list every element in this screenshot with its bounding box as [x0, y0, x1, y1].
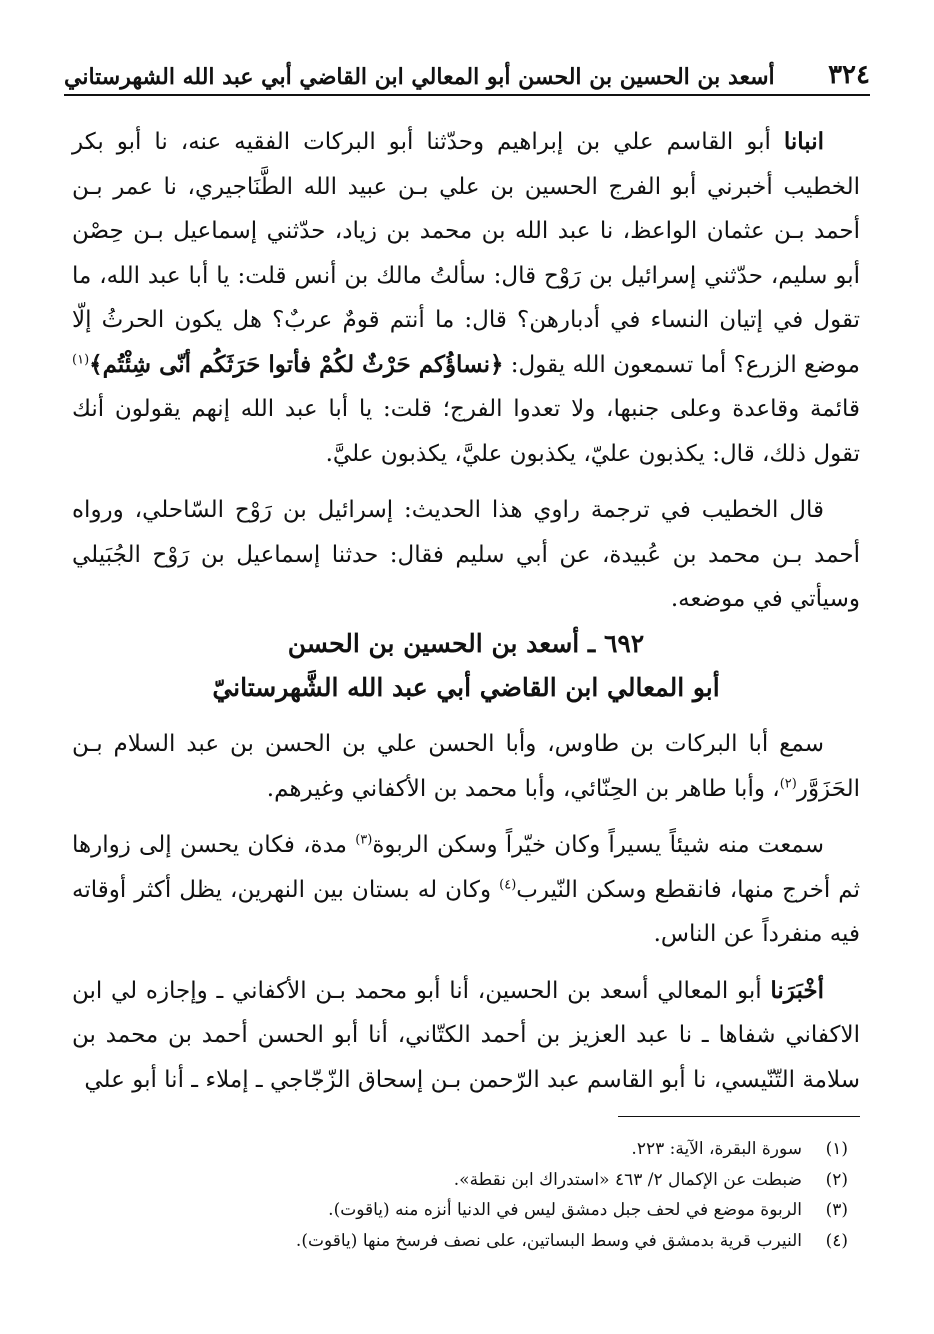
- text-block-bottom: [72, 722, 860, 1102]
- footnote-number: (٣): [825, 1200, 848, 1220]
- paragraph-text: أبو القاسم علي بن إبراهيم وحدّثنا أبو البركات الفقيه عنه، نا أبو بكر الخطيب أخبرني أبو الفرج الحسين بن علي بـن عبيد الله الطَّنَاجيري، نا عمر بـن أحمد بـن عثمان الواعظ، نا عبد الله بن محمد بن زياد، حدّثني إسماعيل بـن حِصْن أبو سليم، حدّثني إسرائيل بن رَوْح قال: سألتُ مالك بن أنس قلت: يا أبا عبد الله، ما تقول في إتيان النساء في أدبارهن؟ قال: ما أنتم قومٌ عربٌ؟ هل يكون الحرثُ إلّا موضع الزرع؟ أما تسمعون الله يقول:: [72, 129, 860, 378]
- footnote-4: [120, 1226, 848, 1257]
- running-header: [64, 58, 870, 96]
- paragraph-biography: [72, 823, 860, 957]
- entry-heading-line-2: أبو المعالي ابن القاضي أبي عبد الله الشَّهرستانيّ: [212, 673, 720, 702]
- paragraph-lead-word: أخْبَرَنا: [770, 976, 824, 1004]
- footnote-divider: [618, 1116, 860, 1117]
- paragraph-lead-word: انبانا: [783, 128, 824, 155]
- footnote-number: (٤): [825, 1230, 848, 1251]
- paragraph-hadith: [72, 120, 860, 476]
- paragraph-text: سمع أبا البركات بن طاوس، وأبا الحسن علي بن الحسن بن عبد السلام بـن الحَزَوَّر: [72, 731, 860, 802]
- entry-heading: [72, 622, 860, 710]
- paragraph-text: سمعت منه شيئاً يسيراً وكان خيّراً وسكن الربوة: [372, 832, 824, 858]
- footnote-3: [120, 1195, 848, 1226]
- footnote-ref-3: (٣): [355, 832, 373, 848]
- footnote-text: سورة البقرة، الآية: ٢٢٣.: [631, 1139, 802, 1159]
- text-block-top: [72, 120, 860, 622]
- running-title: أسعد بن الحسين بن الحسن أبو المعالي ابن القاضي أبي عبد الله الشهرستاني: [64, 64, 775, 90]
- footnote-text: النيرب قرية بدمشق في وسط البساتين، على نصف فرسخ منها (ياقوت).: [295, 1230, 802, 1251]
- paragraph-text: قائمة وقاعدة وعلى جنبها، ولا تعدوا الفرج؛ قلت: يا أبا عبد الله إنهم يقولون أنك تقول ذلك، قال: يكذبون عليّ، يكذبون عليَّ، يكذبون عليَّ.: [72, 396, 860, 467]
- page-number: ٣٢٤: [828, 60, 870, 90]
- footnote-2: [120, 1165, 848, 1196]
- footnote-ref-4: (٤): [499, 876, 517, 892]
- paragraph-isnad: [72, 969, 860, 1103]
- quran-verse: ﴿نساؤُكم حَرْثٌ لكُمْ فأتوا حَرَثَكُم أنّى شِئْتُم﴾: [89, 350, 504, 378]
- paragraph-text: أبو المعالي أسعد بن الحسين، أنا أبو محمد بـن الأكفاني ـ وإجازه لي ابن الاكفاني شفاها ـ نا عبد العزيز بن أحمد الكتّاني، أنا أبو الحسن أحمد بن محمد بن سلامة التّنّيسي، نا أبو القاسم عبد الرّحمن بـن إسحاق الزّجّاجي ـ إملاء ـ أنا أبو علي: [72, 977, 860, 1093]
- paragraph-teachers: [72, 722, 860, 811]
- paragraph-khatib: قال الخطيب في ترجمة راوي هذا الحديث: إسرائيل بن رَوْح السّاحلي، ورواه أحمد بـن محمد بن عُبيدة، عن أبي سليم فقال: حدثنا إسماعيل بن رَوْح الجُبَيلي وسيأتي في موضعه.: [72, 497, 860, 612]
- footnote-number: (٢): [825, 1169, 848, 1190]
- footnote-1: [120, 1134, 848, 1165]
- footnote-number: (١): [825, 1139, 848, 1159]
- paragraph-text: وكان له بستان بين النهرين، يظل أكثر أوقاته فيه منفرداً عن الناس.: [72, 876, 860, 947]
- footnotes: [120, 1134, 848, 1256]
- paragraph-text: ، وأبا طاهر بن الحِنّائي، وأبا محمد بن الأكفاني وغيرهم.: [266, 775, 780, 802]
- footnote-text: الربوة موضع في لحف جبل دمشق ليس في الدنيا أنزه منه (ياقوت).: [328, 1200, 802, 1220]
- footnote-text: ضبطت عن الإكمال ٢/ ٤٦٣ «استدراك ابن نقطة».: [453, 1169, 802, 1190]
- footnote-ref-1: (١): [72, 351, 90, 367]
- footnote-ref-2: (٢): [779, 775, 797, 791]
- entry-heading-line-1: ٦٩٢ ـ أسعد بن الحسين بن الحسن: [287, 629, 645, 658]
- paragraph-text: مدة، فكان يحسن إلى زوارها ثم أخرج منها، فانقطع وسكن النّيرب: [72, 832, 860, 903]
